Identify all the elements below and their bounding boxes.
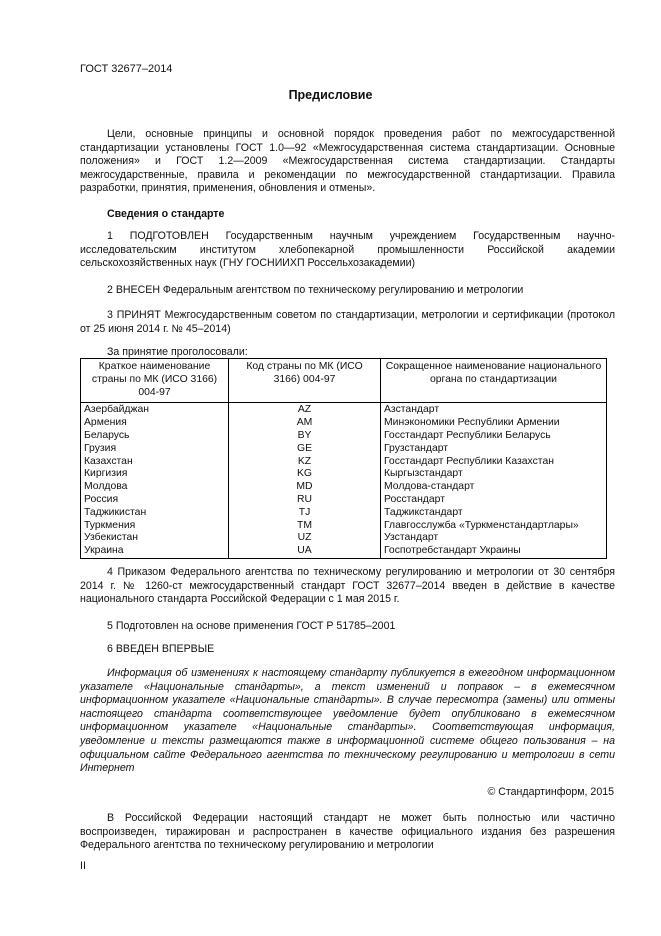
header-standards-body: Сокращенное наименование национального органа по стандартизации bbox=[381, 359, 607, 403]
standards-body: Азстандарт bbox=[381, 403, 607, 417]
standards-body: Молдова-стандарт bbox=[381, 481, 607, 494]
country-name: Киргизия bbox=[81, 468, 229, 481]
country-name: Казахстан bbox=[81, 456, 229, 469]
item-1-prepared: 1 ПОДГОТОВЛЕН Государственным научным учреждением Государственным научно-исследовательским институтом хлебопекарной промышленности Российской академии сельскохозяйственных наук (ГНУ ГОСНИИХП Россельхозакадемии) bbox=[80, 230, 615, 270]
country-code: RU bbox=[229, 494, 381, 507]
page-number: II bbox=[80, 860, 86, 872]
country-name: Азербайджан bbox=[81, 403, 229, 417]
voting-table bbox=[80, 358, 607, 559]
table-row bbox=[81, 481, 607, 494]
country-name: Россия bbox=[81, 494, 229, 507]
table-row bbox=[81, 545, 607, 558]
country-code: TJ bbox=[229, 507, 381, 520]
table-row bbox=[81, 468, 607, 481]
table-row bbox=[81, 456, 607, 469]
item-3-adopted: 3 ПРИНЯТ Межгосударственным советом по стандартизации, метрологии и сертификации (протокол от 25 июня 2014 г. № 45–2014) bbox=[80, 309, 615, 335]
standards-body: Узстандарт bbox=[381, 532, 607, 545]
header-country-code: Код страны по МК (ИСО 3166) 004-97 bbox=[229, 359, 381, 403]
standards-body: Таджикстандарт bbox=[381, 507, 607, 520]
standards-body: Росстандарт bbox=[381, 494, 607, 507]
country-code: KZ bbox=[229, 456, 381, 469]
table-row bbox=[81, 443, 607, 456]
country-name: Туркмения bbox=[81, 520, 229, 533]
item-2-introduced: 2 ВНЕСЕН Федеральным агентством по техническому регулированию и метрологии bbox=[107, 284, 524, 296]
rights-note: В Российской Федерации настоящий стандарт не может быть полностью или частично воспроизведен, тиражирован и распространен в качестве официального издания без разрешения Федерального агентства по техническому регулированию и метрологии bbox=[80, 812, 615, 852]
country-code: UA bbox=[229, 545, 381, 558]
table-row bbox=[81, 403, 607, 417]
country-code: AZ bbox=[229, 403, 381, 417]
section-heading: Сведения о стандарте bbox=[107, 208, 225, 220]
country-name: Грузия bbox=[81, 443, 229, 456]
intro-paragraph: Цели, основные принципы и основной порядок проведения работ по межгосударственной стандартизации установлены ГОСТ 1.0—92 «Межгосударственная система стандартизации. Основные положения» и ГОСТ 1.2—2009 «Межгосударственная система стандартизации. Стандарты межгосударственные, правила и рекомендации по межгосударственной стандартизации. Правила разработки, принятия, применения, обновления и отмены». bbox=[80, 128, 615, 195]
standards-body: Грузстандарт bbox=[381, 443, 607, 456]
table-row bbox=[81, 532, 607, 545]
table-row bbox=[81, 520, 607, 533]
table-row bbox=[81, 417, 607, 430]
voting-caption: За принятие проголосовали: bbox=[107, 346, 248, 358]
country-name: Украина bbox=[81, 545, 229, 558]
country-name: Молдова bbox=[81, 481, 229, 494]
standards-body: Госпотребстандарт Украины bbox=[381, 545, 607, 558]
item-6-first-introduced: 6 ВВЕДЕН ВПЕРВЫЕ bbox=[107, 643, 215, 655]
country-code: BY bbox=[229, 430, 381, 443]
item-4-enacted: 4 Приказом Федерального агентства по техническому регулированию и метрологии от 30 сентября 2014 г. № 1260-ст межгосударственный стандарт ГОСТ 32677–2014 введен в действие в качестве национального стандарта Российской Федерации с 1 мая 2015 г. bbox=[80, 566, 615, 606]
table-row bbox=[81, 507, 607, 520]
country-code: UZ bbox=[229, 532, 381, 545]
country-code: MD bbox=[229, 481, 381, 494]
standards-body: Минэкономики Республики Армении bbox=[381, 417, 607, 430]
info-note: Информация об изменениях к настоящему стандарту публикуется в ежегодном информационном указателе «Национальные стандарты», а текст изменений и поправок – в ежемесячном информационном указателе «Национальные стандарты». В случае пересмотра (замены) или отмены настоящего стандарта соответствующее уведомление будет опубликовано в ежемесячном информационном указателе «Национальные стандарты». Соответствующая информация, уведомление и тексты размещаются также в информационной системе общего пользования – на официальном сайте Федерального агентства по техническому регулированию и метрологии в сети Интернет bbox=[80, 667, 615, 775]
country-name: Узбекистан bbox=[81, 532, 229, 545]
header-country-name: Краткое наименование страны по МК (ИСО 3166) 004-97 bbox=[81, 359, 229, 403]
country-name: Беларусь bbox=[81, 430, 229, 443]
country-name: Армения bbox=[81, 417, 229, 430]
standards-body: Кыргызстандарт bbox=[381, 468, 607, 481]
standard-id: ГОСТ 32677–2014 bbox=[80, 63, 173, 75]
country-name: Таджикистан bbox=[81, 507, 229, 520]
table-row bbox=[81, 430, 607, 443]
country-code: GE bbox=[229, 443, 381, 456]
standards-body: Госстандарт Республики Беларусь bbox=[381, 430, 607, 443]
item-5-basis: 5 Подготовлен на основе применения ГОСТ Р 51785–2001 bbox=[107, 620, 396, 632]
country-code: TM bbox=[229, 520, 381, 533]
country-code: AM bbox=[229, 417, 381, 430]
copyright: © Стандартинформ, 2015 bbox=[487, 786, 614, 798]
page-title: Предисловие bbox=[288, 88, 373, 102]
table-header-row bbox=[81, 359, 607, 403]
table-row bbox=[81, 494, 607, 507]
standards-body: Госстандарт Республики Казахстан bbox=[381, 456, 607, 469]
standards-body: Главгосслужба «Туркменстандартлары» bbox=[381, 520, 607, 533]
country-code: KG bbox=[229, 468, 381, 481]
